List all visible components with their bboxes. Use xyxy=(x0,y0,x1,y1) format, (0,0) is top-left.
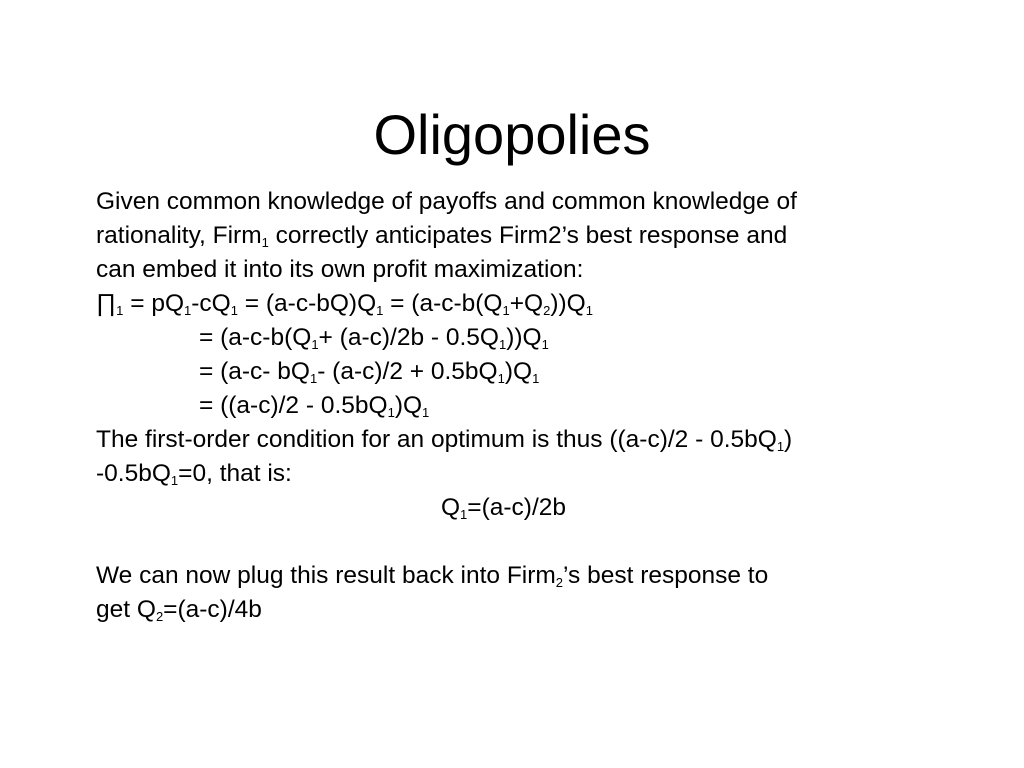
intro-line-3: can embed it into its own profit maximization: xyxy=(96,256,584,283)
foc-line-1: The first-order condition for an optimum is thus $((a-c)/2 - 0.5bQ_1)$ xyxy=(96,426,793,454)
profit-equation-line-3: = (a-c- $bQ_1-$ $(a-c)/2 + 0.5bQ_1)Q_1$ xyxy=(199,358,540,386)
slide-body xyxy=(96,185,926,627)
intro-line-1: Given common knowledge of payoffs and common knowledge of xyxy=(96,188,797,215)
result-equation: $Q_1=(a-c)/2b$ xyxy=(440,494,566,522)
conclusion-line-2: get $Q_2=(a-c)/4b$ xyxy=(96,596,262,624)
slide-title: Oligopolies xyxy=(373,103,651,166)
profit-equation-line-1: $\prod_1 = pQ_1-cQ_1 = (a-c-bQ)Q_1 = (a-c-b(Q_1+Q_2))Q_1$ xyxy=(96,290,593,318)
conclusion-line-1: We can now plug this result back into Firm$_2$’s best response to xyxy=(96,562,769,590)
paragraph-spacer xyxy=(96,525,926,559)
foc-line-2: $-0.5bQ_1=0$, that is: xyxy=(96,460,292,488)
profit-equation-line-2: = $(a-c-b(Q_1+ (a-c)/2b - 0.5Q_1))Q_1$ xyxy=(199,324,549,352)
profit-equation-line-4: = $((a-c)/2 - 0.5bQ_1)Q_1$ xyxy=(199,392,430,420)
intro-line-2: rationality, Firm$_1$ correctly anticipates Firm2’s best response and xyxy=(96,222,788,250)
